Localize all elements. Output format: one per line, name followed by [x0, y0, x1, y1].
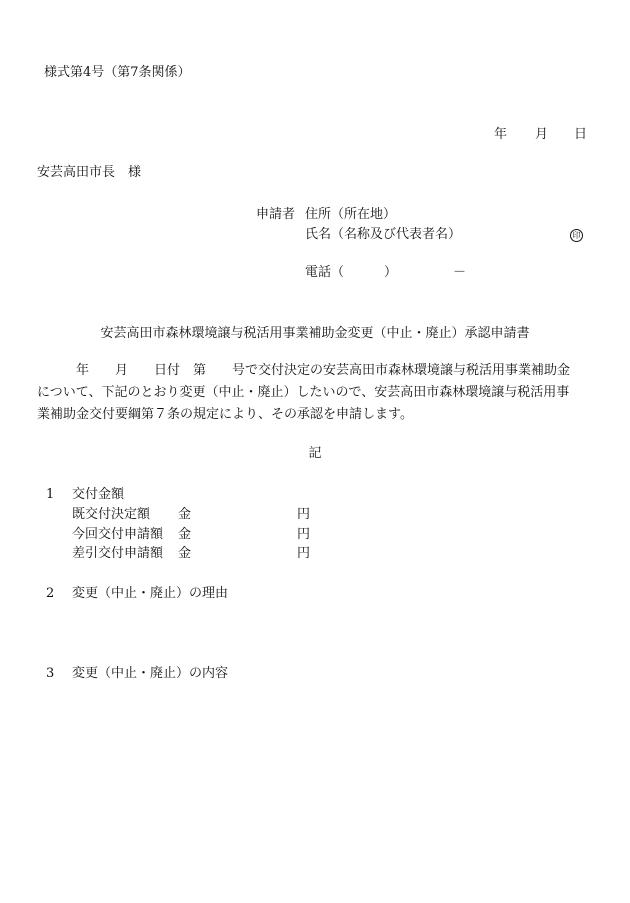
section-3-number: 3: [46, 666, 55, 681]
name-label: 氏名（名称及び代表者名）: [305, 227, 462, 242]
row-label-current: 今回交付申請額: [72, 527, 164, 542]
address-label: 住所（所在地）: [305, 207, 397, 222]
row-unit-existing: 円: [297, 507, 311, 522]
phone-label: 電話（: [305, 265, 345, 280]
seal-mark: [570, 226, 583, 244]
ki-heading: 記: [308, 446, 322, 461]
date-day-label: 日: [574, 127, 588, 142]
date-year-label: 年: [494, 127, 508, 142]
addressee: 安芸高田市長 様: [37, 165, 142, 180]
body-line-2: について、下記のとおり変更（中止・廃止）したいので、安芸高田市森林環境譲与税活用事: [37, 385, 570, 400]
section-2-number: 2: [46, 586, 55, 601]
row-prefix-current: 金: [178, 527, 192, 542]
section-1-heading: 交付金額: [72, 487, 125, 502]
section-1-number: 1: [46, 487, 55, 502]
date-month-label: 月: [535, 127, 549, 142]
row-prefix-difference: 金: [178, 546, 192, 561]
row-unit-difference: 円: [297, 546, 311, 561]
body-line-1: 年 月 日付 第 号で交付決定の安芸高田市森林環境譲与税活用事業補助金: [76, 363, 571, 378]
row-unit-current: 円: [297, 527, 311, 542]
row-label-existing: 既交付決定額: [72, 507, 151, 522]
document-title: 安芸高田市森林環境譲与税活用事業補助金変更（中止・廃止）承認申請書: [100, 326, 530, 341]
phone-dash: －: [453, 265, 467, 280]
form-number: 様式第4号（第7条関係）: [44, 65, 191, 80]
section-2-heading: 変更（中止・廃止）の理由: [72, 586, 229, 601]
phone-close-paren: ）: [384, 265, 398, 280]
applicant-label: 申請者: [256, 207, 296, 222]
row-label-difference: 差引交付申請額: [72, 546, 164, 561]
seal-icon: 印: [570, 229, 583, 242]
body-line-3: 業補助金交付要綱第７条の規定により、その承認を申請します。: [37, 407, 413, 422]
section-3-heading: 変更（中止・廃止）の内容: [72, 666, 229, 681]
row-prefix-existing: 金: [178, 507, 192, 522]
